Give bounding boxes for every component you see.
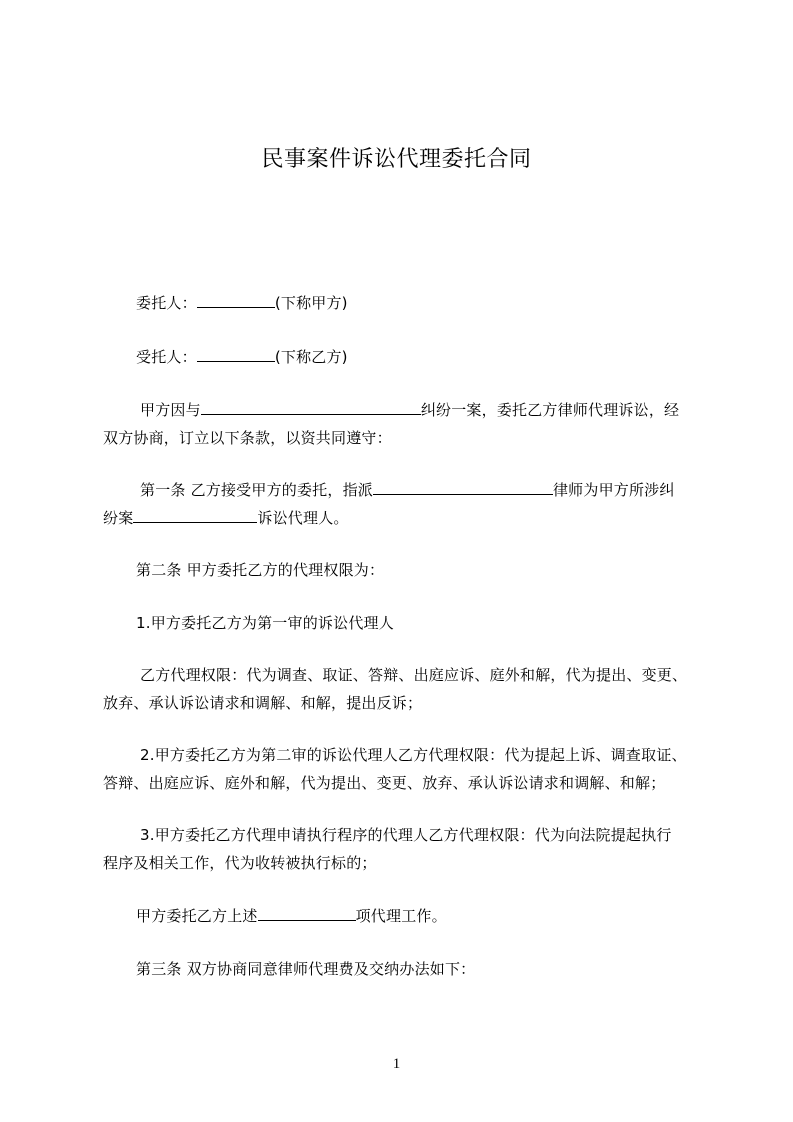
intro-suffix: 纠纷一案，委托乙方律师代理诉讼，经 bbox=[420, 401, 680, 419]
dispute-party-blank[interactable] bbox=[201, 400, 421, 415]
item1-powers-line-1: 乙方代理权限：代为调查、取证、答辩、出庭应诉、庭外和解，代为提出、变更、 bbox=[140, 666, 688, 684]
item3-line-1: 3.甲方委托乙方代理申请执行程序的代理人乙方代理权限：代为向法院提起执行 bbox=[140, 826, 672, 844]
case-name-blank[interactable] bbox=[133, 508, 257, 523]
scope-count-blank[interactable] bbox=[258, 906, 356, 921]
article1-line2-suffix: 诉讼代理人。 bbox=[257, 509, 349, 527]
item1-powers-line-2: 放弃、承认诉讼请求和调解、和解，提出反诉； bbox=[103, 694, 423, 712]
intro-line-2: 双方协商，订立以下条款，以资共同遵守： bbox=[103, 429, 392, 447]
agent-label: 受托人： bbox=[136, 348, 197, 366]
client-name-blank[interactable] bbox=[197, 293, 275, 308]
intro-prefix: 甲方因与 bbox=[140, 401, 201, 419]
document-title: 民事案件诉讼代理委托合同 bbox=[261, 147, 532, 172]
article1-line-2 bbox=[103, 507, 349, 528]
client-label: 委托人： bbox=[136, 294, 197, 312]
agent-line bbox=[136, 346, 348, 367]
article1-prefix: 第一条 乙方接受甲方的委托，指派 bbox=[140, 481, 373, 499]
article1-line2-prefix: 纷案 bbox=[103, 509, 134, 527]
item2-line-2: 答辩、出庭应诉、庭外和解，代为提出、变更、放弃、承认诉讼请求和调解、和解； bbox=[103, 774, 666, 792]
scope-suffix: 项代理工作。 bbox=[355, 907, 447, 925]
intro-line-1 bbox=[140, 399, 679, 420]
item2-line-1: 2.甲方委托乙方为第二审的诉讼代理人乙方代理权限：代为提起上诉、调查取证、 bbox=[140, 746, 687, 764]
client-suffix: (下称甲方) bbox=[274, 294, 348, 312]
page-number: 1 bbox=[392, 1056, 401, 1072]
article3-heading: 第三条 双方协商同意律师代理费及交纳办法如下： bbox=[136, 960, 476, 978]
article1-line-1 bbox=[140, 479, 675, 500]
scope-line bbox=[136, 905, 447, 926]
item3-line-2: 程序及相关工作，代为收转被执行标的； bbox=[103, 854, 377, 872]
agent-name-blank[interactable] bbox=[197, 347, 275, 362]
article2-heading: 第二条 甲方委托乙方的代理权限为： bbox=[136, 561, 385, 579]
scope-prefix: 甲方委托乙方上述 bbox=[136, 907, 258, 925]
article1-suffix: 律师为甲方所涉纠 bbox=[552, 481, 675, 499]
agent-suffix: (下称乙方) bbox=[274, 348, 348, 366]
lawyer-name-blank[interactable] bbox=[373, 480, 553, 495]
client-line bbox=[136, 292, 348, 313]
item1-text: 1.甲方委托乙方为第一审的诉讼代理人 bbox=[136, 614, 394, 632]
